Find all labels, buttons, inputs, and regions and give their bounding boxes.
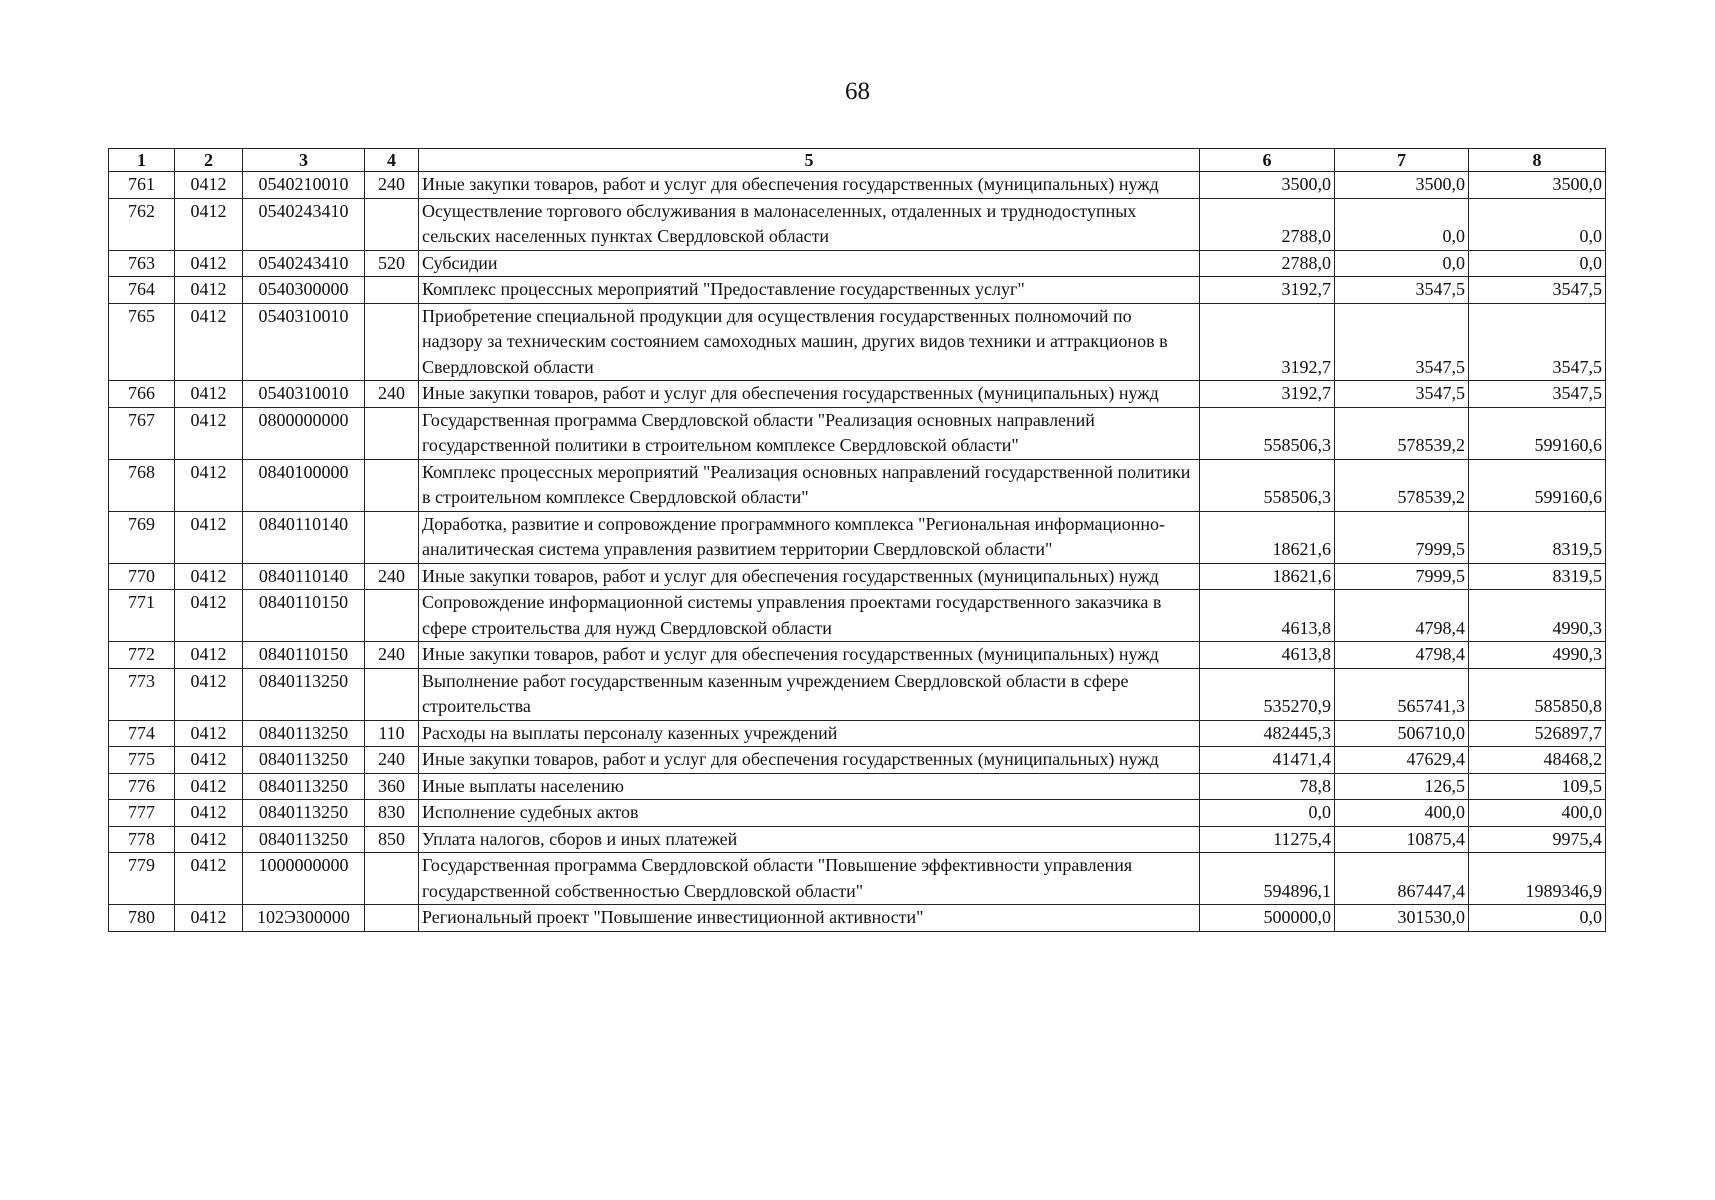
amount-col-8: 400,0: [1469, 800, 1606, 827]
table-row: [109, 381, 1606, 408]
amount-col-8: 8319,5: [1469, 563, 1606, 590]
amount-col-8: 3547,5: [1469, 303, 1606, 381]
header-col-5: 5: [419, 149, 1200, 172]
table-row: [109, 250, 1606, 277]
section-code: 0412: [175, 905, 243, 932]
header-col-6: 6: [1200, 149, 1335, 172]
expense-type-code: [365, 459, 419, 511]
table-row: [109, 407, 1606, 459]
description: Доработка, развитие и сопровождение программного комплекса "Региональная информационно-аналитическая система управления развитием территории Свердловской области": [419, 511, 1200, 563]
row-number: 762: [109, 198, 175, 250]
target-code: 0840110150: [243, 590, 365, 642]
section-code: 0412: [175, 826, 243, 853]
expense-type-code: 830: [365, 800, 419, 827]
amount-col-6: 18621,6: [1200, 511, 1335, 563]
table-row: [109, 590, 1606, 642]
section-code: 0412: [175, 747, 243, 774]
table-row: [109, 459, 1606, 511]
amount-col-7: 578539,2: [1335, 407, 1469, 459]
target-code: 0540310010: [243, 381, 365, 408]
description: Сопровождение информационной системы управления проектами государственного заказчика в сфере строительства для нужд Свердловской области: [419, 590, 1200, 642]
amount-col-6: 0,0: [1200, 800, 1335, 827]
amount-col-7: 3547,5: [1335, 303, 1469, 381]
budget-table: [108, 148, 1606, 932]
amount-col-8: 0,0: [1469, 905, 1606, 932]
amount-col-8: 4990,3: [1469, 642, 1606, 669]
table-row: [109, 172, 1606, 199]
amount-col-8: 599160,6: [1469, 459, 1606, 511]
table-row: [109, 303, 1606, 381]
section-code: 0412: [175, 668, 243, 720]
amount-col-8: 3547,5: [1469, 381, 1606, 408]
amount-col-7: 3547,5: [1335, 381, 1469, 408]
amount-col-7: 867447,4: [1335, 853, 1469, 905]
section-code: 0412: [175, 800, 243, 827]
target-code: 0840110140: [243, 563, 365, 590]
target-code: 0840113250: [243, 800, 365, 827]
section-code: 0412: [175, 720, 243, 747]
row-number: 780: [109, 905, 175, 932]
target-code: 102Э300000: [243, 905, 365, 932]
amount-col-6: 558506,3: [1200, 459, 1335, 511]
section-code: 0412: [175, 198, 243, 250]
description: Уплата налогов, сборов и иных платежей: [419, 826, 1200, 853]
target-code: 0540210010: [243, 172, 365, 199]
description: Субсидии: [419, 250, 1200, 277]
amount-col-6: 3192,7: [1200, 381, 1335, 408]
table-row: [109, 905, 1606, 932]
description: Иные закупки товаров, работ и услуг для обеспечения государственных (муниципальных) нужд: [419, 172, 1200, 199]
header-col-1: 1: [109, 149, 175, 172]
target-code: 0840113250: [243, 826, 365, 853]
target-code: 0840113250: [243, 773, 365, 800]
description: Приобретение специальной продукции для осуществления государственных полномочий по надзору за техническим состоянием самоходных машин, других видов техники и аттракционов в Свердловской области: [419, 303, 1200, 381]
amount-col-7: 47629,4: [1335, 747, 1469, 774]
description: Региональный проект "Повышение инвестиционной активности": [419, 905, 1200, 932]
target-code: 0800000000: [243, 407, 365, 459]
description: Иные закупки товаров, работ и услуг для обеспечения государственных (муниципальных) нужд: [419, 381, 1200, 408]
description: Комплекс процессных мероприятий "Реализация основных направлений государственной политики в строительном комплексе Свердловской области": [419, 459, 1200, 511]
amount-col-6: 3192,7: [1200, 277, 1335, 304]
table-row: [109, 511, 1606, 563]
description: Иные закупки товаров, работ и услуг для обеспечения государственных (муниципальных) нужд: [419, 563, 1200, 590]
header-col-2: 2: [175, 149, 243, 172]
expense-type-code: 240: [365, 381, 419, 408]
amount-col-7: 506710,0: [1335, 720, 1469, 747]
header-col-3: 3: [243, 149, 365, 172]
expense-type-code: [365, 303, 419, 381]
table-row: [109, 642, 1606, 669]
section-code: 0412: [175, 511, 243, 563]
amount-col-6: 11275,4: [1200, 826, 1335, 853]
amount-col-7: 126,5: [1335, 773, 1469, 800]
description: Иные выплаты населению: [419, 773, 1200, 800]
amount-col-6: 3500,0: [1200, 172, 1335, 199]
expense-type-code: 360: [365, 773, 419, 800]
expense-type-code: [365, 668, 419, 720]
amount-col-6: 482445,3: [1200, 720, 1335, 747]
amount-col-8: 1989346,9: [1469, 853, 1606, 905]
expense-type-code: [365, 853, 419, 905]
amount-col-8: 599160,6: [1469, 407, 1606, 459]
row-number: 763: [109, 250, 175, 277]
table-row: [109, 720, 1606, 747]
section-code: 0412: [175, 303, 243, 381]
target-code: 0840113250: [243, 747, 365, 774]
amount-col-8: 4990,3: [1469, 590, 1606, 642]
expense-type-code: 240: [365, 642, 419, 669]
table-row: [109, 198, 1606, 250]
amount-col-7: 7999,5: [1335, 563, 1469, 590]
amount-col-6: 78,8: [1200, 773, 1335, 800]
page-number: 68: [845, 78, 870, 105]
header-col-8: 8: [1469, 149, 1606, 172]
amount-col-8: 109,5: [1469, 773, 1606, 800]
amount-col-6: 41471,4: [1200, 747, 1335, 774]
expense-type-code: [365, 198, 419, 250]
row-number: 779: [109, 853, 175, 905]
target-code: 0540310010: [243, 303, 365, 381]
amount-col-7: 0,0: [1335, 198, 1469, 250]
row-number: 775: [109, 747, 175, 774]
description: Иные закупки товаров, работ и услуг для обеспечения государственных (муниципальных) нужд: [419, 747, 1200, 774]
amount-col-6: 2788,0: [1200, 250, 1335, 277]
amount-col-8: 3547,5: [1469, 277, 1606, 304]
table-row: [109, 668, 1606, 720]
amount-col-7: 3500,0: [1335, 172, 1469, 199]
section-code: 0412: [175, 773, 243, 800]
expense-type-code: [365, 407, 419, 459]
row-number: 765: [109, 303, 175, 381]
amount-col-6: 2788,0: [1200, 198, 1335, 250]
amount-col-7: 578539,2: [1335, 459, 1469, 511]
row-number: 773: [109, 668, 175, 720]
target-code: 0840113250: [243, 668, 365, 720]
target-code: 0840110150: [243, 642, 365, 669]
amount-col-7: 400,0: [1335, 800, 1469, 827]
header-col-4: 4: [365, 149, 419, 172]
description: Выполнение работ государственным казенным учреждением Свердловской области в сфере строительства: [419, 668, 1200, 720]
description: Исполнение судебных актов: [419, 800, 1200, 827]
expense-type-code: [365, 277, 419, 304]
section-code: 0412: [175, 172, 243, 199]
expense-type-code: 520: [365, 250, 419, 277]
target-code: 0840100000: [243, 459, 365, 511]
target-code: 0540243410: [243, 198, 365, 250]
table-row: [109, 747, 1606, 774]
description: Государственная программа Свердловской области "Повышение эффективности управления государственной собственностью Свердловской области": [419, 853, 1200, 905]
amount-col-6: 3192,7: [1200, 303, 1335, 381]
amount-col-6: 4613,8: [1200, 590, 1335, 642]
table-row: [109, 853, 1606, 905]
amount-col-8: 48468,2: [1469, 747, 1606, 774]
expense-type-code: [365, 511, 419, 563]
description: Осуществление торгового обслуживания в малонаселенных, отдаленных и труднодоступных сельских населенных пунктах Свердловской области: [419, 198, 1200, 250]
row-number: 776: [109, 773, 175, 800]
table-row: [109, 563, 1606, 590]
row-number: 764: [109, 277, 175, 304]
section-code: 0412: [175, 590, 243, 642]
row-number: 769: [109, 511, 175, 563]
expense-type-code: [365, 905, 419, 932]
amount-col-8: 0,0: [1469, 198, 1606, 250]
amount-col-7: 3547,5: [1335, 277, 1469, 304]
row-number: 778: [109, 826, 175, 853]
section-code: 0412: [175, 250, 243, 277]
row-number: 772: [109, 642, 175, 669]
target-code: 0540300000: [243, 277, 365, 304]
description: Расходы на выплаты персоналу казенных учреждений: [419, 720, 1200, 747]
amount-col-6: 18621,6: [1200, 563, 1335, 590]
amount-col-8: 585850,8: [1469, 668, 1606, 720]
amount-col-7: 4798,4: [1335, 642, 1469, 669]
target-code: 0540243410: [243, 250, 365, 277]
amount-col-6: 4613,8: [1200, 642, 1335, 669]
amount-col-7: 0,0: [1335, 250, 1469, 277]
target-code: 1000000000: [243, 853, 365, 905]
header-row: [109, 149, 1606, 172]
description: Иные закупки товаров, работ и услуг для обеспечения государственных (муниципальных) нужд: [419, 642, 1200, 669]
amount-col-8: 8319,5: [1469, 511, 1606, 563]
section-code: 0412: [175, 459, 243, 511]
row-number: 774: [109, 720, 175, 747]
amount-col-7: 301530,0: [1335, 905, 1469, 932]
expense-type-code: [365, 590, 419, 642]
row-number: 770: [109, 563, 175, 590]
header-col-7: 7: [1335, 149, 1469, 172]
table-row: [109, 800, 1606, 827]
expense-type-code: 240: [365, 747, 419, 774]
table-row: [109, 277, 1606, 304]
amount-col-6: 500000,0: [1200, 905, 1335, 932]
section-code: 0412: [175, 642, 243, 669]
section-code: 0412: [175, 563, 243, 590]
row-number: 767: [109, 407, 175, 459]
section-code: 0412: [175, 381, 243, 408]
amount-col-7: 10875,4: [1335, 826, 1469, 853]
target-code: 0840110140: [243, 511, 365, 563]
table-row: [109, 773, 1606, 800]
amount-col-8: 3500,0: [1469, 172, 1606, 199]
row-number: 771: [109, 590, 175, 642]
amount-col-7: 565741,3: [1335, 668, 1469, 720]
target-code: 0840113250: [243, 720, 365, 747]
amount-col-7: 4798,4: [1335, 590, 1469, 642]
description: Комплекс процессных мероприятий "Предоставление государственных услуг": [419, 277, 1200, 304]
amount-col-6: 558506,3: [1200, 407, 1335, 459]
amount-col-7: 7999,5: [1335, 511, 1469, 563]
amount-col-8: 526897,7: [1469, 720, 1606, 747]
table-row: [109, 826, 1606, 853]
row-number: 777: [109, 800, 175, 827]
amount-col-6: 535270,9: [1200, 668, 1335, 720]
section-code: 0412: [175, 853, 243, 905]
expense-type-code: 110: [365, 720, 419, 747]
expense-type-code: 240: [365, 172, 419, 199]
amount-col-6: 594896,1: [1200, 853, 1335, 905]
amount-col-8: 9975,4: [1469, 826, 1606, 853]
row-number: 768: [109, 459, 175, 511]
section-code: 0412: [175, 277, 243, 304]
expense-type-code: 850: [365, 826, 419, 853]
description: Государственная программа Свердловской области "Реализация основных направлений государственной политики в строительном комплексе Свердловской области": [419, 407, 1200, 459]
expense-type-code: 240: [365, 563, 419, 590]
section-code: 0412: [175, 407, 243, 459]
row-number: 761: [109, 172, 175, 199]
amount-col-8: 0,0: [1469, 250, 1606, 277]
row-number: 766: [109, 381, 175, 408]
